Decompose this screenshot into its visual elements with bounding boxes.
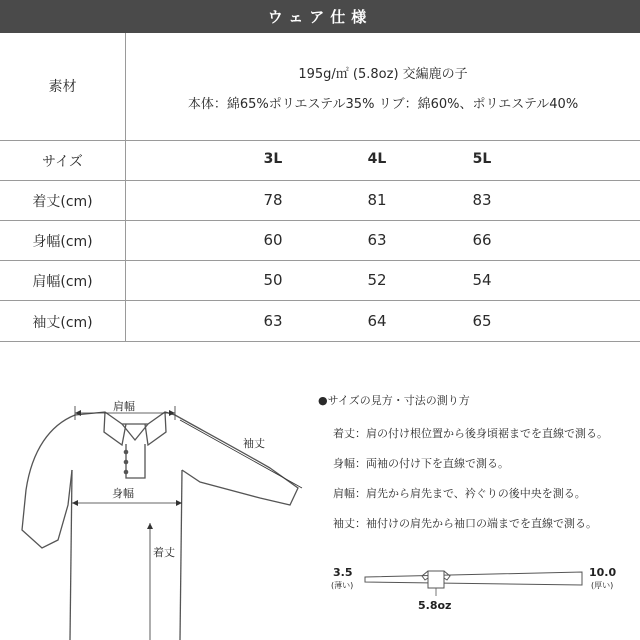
material-label: 素材 [48, 79, 77, 95]
table-cell: 78 [263, 191, 283, 209]
row-label-shoulder-width: 肩幅(cm) [32, 274, 93, 290]
marker-value: 5.8oz [418, 599, 452, 612]
button-icon [124, 470, 129, 475]
button-icon [124, 450, 129, 455]
thin-label: (薄い) [331, 581, 354, 590]
length-label: 着丈 [153, 546, 175, 559]
thickness-scale [365, 571, 582, 596]
size-header-label: サイズ [42, 154, 83, 170]
table-divider [0, 140, 640, 141]
table-cell: 54 [472, 271, 492, 289]
guide-item-body-width: 身幅：両袖の付け下を直線で測る。 [333, 457, 509, 470]
table-cell: 50 [263, 271, 283, 289]
table-cell: 52 [367, 271, 387, 289]
table-divider [0, 220, 640, 221]
thick-label: (厚い) [591, 581, 614, 590]
collar-left [104, 412, 126, 445]
sleeve-length-arrow [180, 420, 302, 488]
row-label-sleeve-length: 袖丈(cm) [32, 315, 93, 331]
size-5l: 5L [472, 151, 492, 167]
guide-item-length: 着丈：肩の付け根位置から後身頃裾までを直線で測る。 [333, 427, 608, 440]
table-cell: 60 [263, 231, 283, 249]
button-icon [124, 460, 129, 465]
placket [126, 444, 145, 478]
table-divider [0, 180, 640, 181]
shirt-marker-icon [428, 571, 444, 588]
table-cell: 83 [472, 191, 492, 209]
size-4l: 4L [367, 151, 387, 167]
guide-item-sleeve-length: 袖丈：袖付けの肩先から袖口の端までを直線で測る。 [333, 517, 597, 530]
table-divider [0, 300, 640, 301]
table-cell: 81 [367, 191, 387, 209]
shoulder-line [75, 412, 175, 424]
table-divider [0, 341, 640, 342]
thickness-wedge [365, 572, 582, 585]
table-cell: 64 [367, 312, 387, 330]
size-3l: 3L [263, 151, 283, 167]
row-label-length: 着丈(cm) [32, 194, 93, 210]
body-width-label: 身幅 [112, 487, 134, 500]
spec-header [0, 0, 640, 33]
button-icons [124, 450, 129, 475]
spec-table [0, 33, 640, 342]
table-cell: 66 [472, 231, 492, 249]
table-divider [0, 260, 640, 261]
thin-value: 3.5 [333, 566, 353, 579]
row-label-body-width: 身幅(cm) [32, 234, 93, 250]
collar-right [145, 412, 166, 445]
spec-header-title: ウェア仕様 [267, 8, 373, 26]
guide-item-shoulder-width: 肩幅：肩先から肩先まで、衿ぐりの後中央を測る。 [333, 487, 586, 500]
guide-title: ●サイズの見方・寸法の測り方 [318, 394, 470, 407]
thick-value: 10.0 [589, 566, 617, 579]
sleeve-length-label: 袖丈 [243, 437, 265, 450]
table-cell: 63 [263, 312, 283, 330]
table-cell: 65 [472, 312, 492, 330]
material-composition: 本体：綿65%ポリエステル35% リブ：綿60%、ポリエステル40% [187, 97, 579, 112]
material-fabric: 195g/㎡ (5.8oz) 交編鹿の子 [298, 67, 468, 82]
shoulder-width-label: 肩幅 [113, 400, 135, 413]
table-cell: 63 [367, 231, 387, 249]
